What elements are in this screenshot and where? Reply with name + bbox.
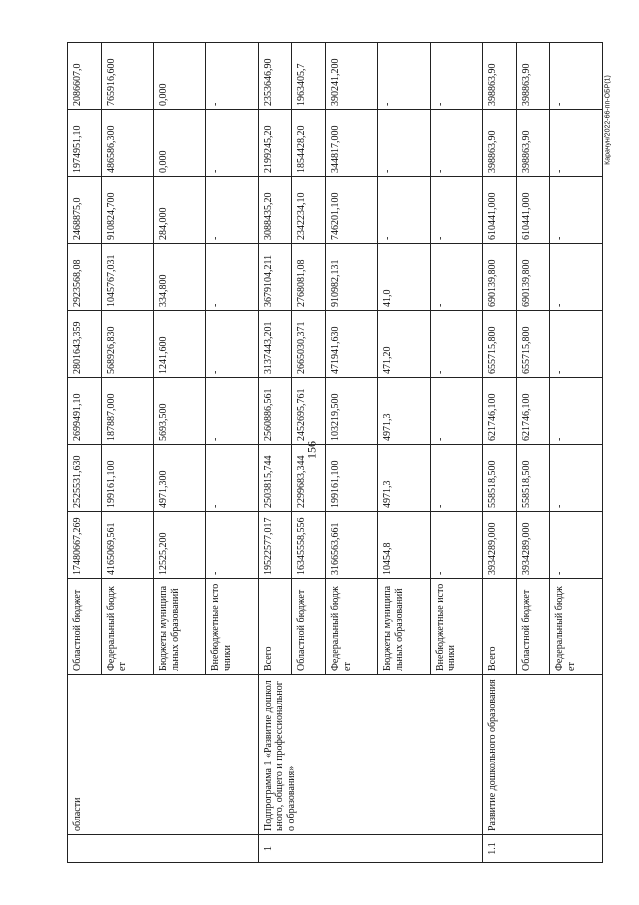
value-cell: 910824,700 xyxy=(101,177,153,244)
value-cell: 390241,200 xyxy=(326,43,378,110)
budget-table xyxy=(67,42,603,863)
value-cell: 398863,90 xyxy=(483,43,517,110)
value-cell: - xyxy=(206,378,258,445)
value-cell: - xyxy=(550,311,603,378)
page-number: 156 xyxy=(304,441,319,459)
value-cell: 398863,90 xyxy=(483,110,517,177)
value-cell: 2525531,630 xyxy=(68,445,102,512)
value-cell: 1241,600 xyxy=(154,311,206,378)
value-cell: 41,0 xyxy=(378,244,430,311)
value-cell: 2086607,0 xyxy=(68,43,102,110)
value-cell: - xyxy=(206,177,258,244)
funding-source-cell: Внебюджетные источники xyxy=(206,579,258,675)
value-cell: 2299683,344 xyxy=(292,445,326,512)
value-cell: 1974951,10 xyxy=(68,110,102,177)
program-name-cell: Подпрограмма 1 «Развитие дошкольного, общего и профессионального образования» xyxy=(258,675,482,835)
value-cell: 471,20 xyxy=(378,311,430,378)
value-cell: 2468875,0 xyxy=(68,177,102,244)
value-cell: 398863,90 xyxy=(516,43,550,110)
funding-source-cell: Внебюджетные источники xyxy=(430,579,482,675)
value-cell: 3679104,211 xyxy=(258,244,292,311)
table-row xyxy=(258,43,292,863)
funding-source-cell: Бюджеты муниципальных образований xyxy=(154,579,206,675)
value-cell: - xyxy=(430,378,482,445)
funding-source-cell: Областной бюджет xyxy=(292,579,326,675)
value-cell: 2353646,90 xyxy=(258,43,292,110)
value-cell: 2665030,371 xyxy=(292,311,326,378)
value-cell: 2560886,561 xyxy=(258,378,292,445)
funding-source-cell: Бюджеты муниципальных образований xyxy=(378,579,430,675)
funding-source-cell: Федеральный бюджет xyxy=(326,579,378,675)
value-cell: 0,000 xyxy=(154,43,206,110)
value-cell: - xyxy=(430,311,482,378)
value-cell: 2199245,20 xyxy=(258,110,292,177)
value-cell: 10454,8 xyxy=(378,512,430,579)
funding-source-cell: Федеральный бюджет xyxy=(550,579,603,675)
value-cell: - xyxy=(550,378,603,445)
value-cell: - xyxy=(206,244,258,311)
value-cell: 199161,100 xyxy=(326,445,378,512)
value-cell: 2699491,10 xyxy=(68,378,102,445)
value-cell: 2801643,359 xyxy=(68,311,102,378)
value-cell: 655715,800 xyxy=(483,311,517,378)
row-number-cell xyxy=(68,835,259,863)
value-cell: - xyxy=(206,43,258,110)
value-cell: 17480667,269 xyxy=(68,512,102,579)
value-cell: 398863,90 xyxy=(516,110,550,177)
table-row xyxy=(483,43,517,863)
value-cell: 4165069,561 xyxy=(101,512,153,579)
value-cell: 610441,000 xyxy=(516,177,550,244)
value-cell: 558518,500 xyxy=(516,445,550,512)
value-cell: 471941,630 xyxy=(326,311,378,378)
value-cell: - xyxy=(378,43,430,110)
value-cell: 16345558,556 xyxy=(292,512,326,579)
value-cell: 610441,000 xyxy=(483,177,517,244)
value-cell: 746201,100 xyxy=(326,177,378,244)
budget-table-container xyxy=(67,43,603,863)
value-cell: - xyxy=(378,110,430,177)
value-cell: 486586,300 xyxy=(101,110,153,177)
value-cell: - xyxy=(378,177,430,244)
value-cell: 4971,3 xyxy=(378,445,430,512)
footer-code: Карачун/2022-66-пп-ОБР(1) xyxy=(604,75,612,165)
value-cell: - xyxy=(550,43,603,110)
value-cell: - xyxy=(206,512,258,579)
table-row xyxy=(68,43,102,863)
value-cell: - xyxy=(206,445,258,512)
value-cell: 12525,200 xyxy=(154,512,206,579)
funding-source-cell: Областной бюджет xyxy=(516,579,550,675)
value-cell: 284,000 xyxy=(154,177,206,244)
value-cell: - xyxy=(430,177,482,244)
value-cell: - xyxy=(430,445,482,512)
value-cell: 655715,800 xyxy=(516,311,550,378)
value-cell: - xyxy=(430,512,482,579)
value-cell: 2452695,761 xyxy=(292,378,326,445)
value-cell: 344817,000 xyxy=(326,110,378,177)
value-cell: - xyxy=(430,110,482,177)
value-cell: 621746,100 xyxy=(483,378,517,445)
value-cell: 558518,500 xyxy=(483,445,517,512)
funding-source-cell: Федеральный бюджет xyxy=(101,579,153,675)
value-cell: 334,800 xyxy=(154,244,206,311)
value-cell: 621746,100 xyxy=(516,378,550,445)
value-cell: - xyxy=(430,43,482,110)
value-cell: 910982,131 xyxy=(326,244,378,311)
value-cell: 690139,800 xyxy=(483,244,517,311)
row-number-cell: 1 xyxy=(258,835,482,863)
value-cell: 568926,830 xyxy=(101,311,153,378)
value-cell: 199161,100 xyxy=(101,445,153,512)
program-name-cell: области xyxy=(68,675,259,835)
value-cell: 187887,000 xyxy=(101,378,153,445)
value-cell: 3934289,000 xyxy=(516,512,550,579)
value-cell: 103219,500 xyxy=(326,378,378,445)
value-cell: 765916,600 xyxy=(101,43,153,110)
value-cell: 19522577,017 xyxy=(258,512,292,579)
value-cell: 1963405,7 xyxy=(292,43,326,110)
value-cell: - xyxy=(430,244,482,311)
value-cell: 2342234,10 xyxy=(292,177,326,244)
funding-source-cell: Всего xyxy=(483,579,517,675)
value-cell: 3088435,20 xyxy=(258,177,292,244)
value-cell: 2503815,744 xyxy=(258,445,292,512)
value-cell: 1854428,20 xyxy=(292,110,326,177)
table-body xyxy=(68,43,603,863)
value-cell: - xyxy=(550,177,603,244)
value-cell: - xyxy=(550,445,603,512)
funding-source-cell: Всего xyxy=(258,579,292,675)
value-cell: 2768081,08 xyxy=(292,244,326,311)
value-cell: - xyxy=(550,244,603,311)
funding-source-cell: Областной бюджет xyxy=(68,579,102,675)
value-cell: - xyxy=(206,110,258,177)
value-cell: 3137443,201 xyxy=(258,311,292,378)
row-number-cell: 1.1 xyxy=(483,835,603,863)
value-cell: 5693,500 xyxy=(154,378,206,445)
value-cell: 1045767,031 xyxy=(101,244,153,311)
value-cell: 4971,3 xyxy=(378,378,430,445)
value-cell: 690139,800 xyxy=(516,244,550,311)
value-cell: 4971,300 xyxy=(154,445,206,512)
value-cell: - xyxy=(550,110,603,177)
program-name-cell: Развитие дошкольного образования xyxy=(483,675,603,835)
value-cell: 3166563,661 xyxy=(326,512,378,579)
value-cell: - xyxy=(550,512,603,579)
value-cell: 3934289,000 xyxy=(483,512,517,579)
value-cell: - xyxy=(206,311,258,378)
value-cell: 2923568,08 xyxy=(68,244,102,311)
value-cell: 0,000 xyxy=(154,110,206,177)
